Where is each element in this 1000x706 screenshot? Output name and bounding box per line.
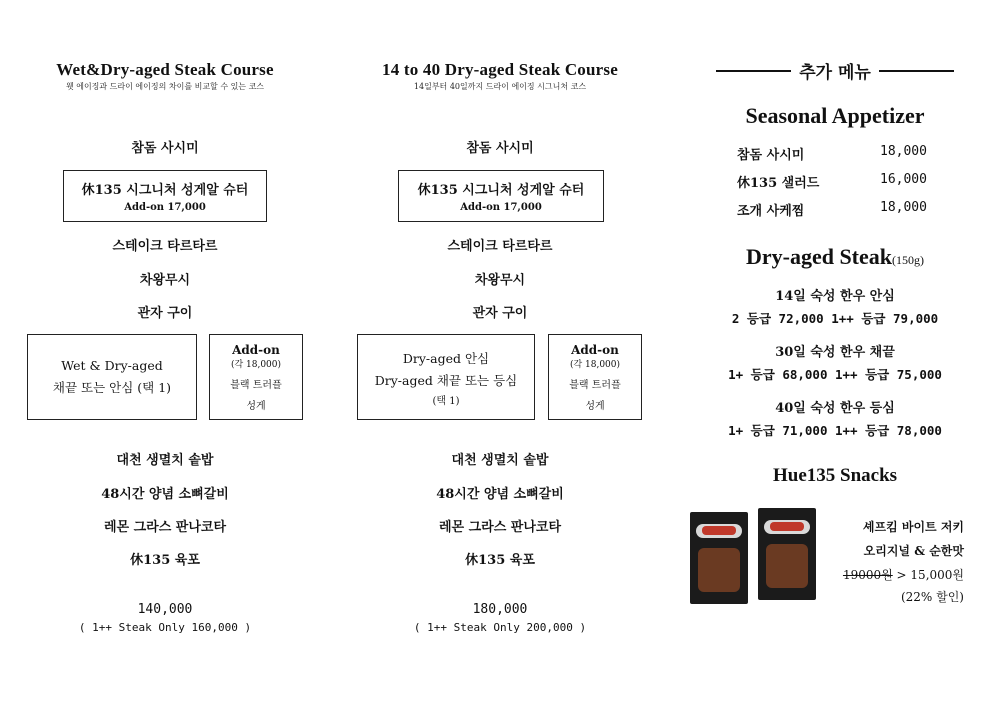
snack-price [843, 566, 964, 583]
course-item: 참돔 사시미 [131, 141, 199, 156]
course-wet-dry [25, 0, 305, 634]
seasonal-item-price: 16,000 [880, 172, 927, 187]
seasonal-item-price: 18,000 [880, 200, 927, 215]
shooter-box [398, 170, 604, 222]
addon-option: 블랙 트러플 [230, 379, 282, 391]
steak-grades: 1+ 등급 71,000 1++ 등급 78,000 [728, 423, 942, 438]
extra-menu [700, 0, 970, 706]
course-item: 관자 구이 [137, 306, 193, 321]
steak-choice-line: 채끝 또는 안심 (택 1) [52, 380, 172, 395]
course-item: 스테이크 타르타르 [447, 239, 553, 254]
steak-choice-box [357, 334, 535, 420]
shooter-name: 休135 시그니처 성게알 슈터 [81, 183, 249, 198]
course-item: 대천 생멸치 솥밥 [116, 453, 214, 468]
extra-menu-header [700, 58, 970, 83]
steak-grades: 1+ 등급 68,000 1++ 등급 75,000 [728, 367, 942, 382]
steak-choice-line: Dry-aged 안심 [402, 350, 490, 366]
course-price: 180,000 [472, 602, 528, 617]
shooter-box [63, 170, 267, 222]
package-logo [702, 526, 736, 535]
package-window [698, 548, 740, 592]
snack-discount: (22% 할인) [900, 590, 964, 604]
course-price: 140,000 [137, 602, 193, 617]
jerky-package-image [758, 508, 816, 600]
steak-name: 30일 숙성 한우 채끝 [775, 345, 895, 360]
addon-price: (각 18,000) [569, 359, 621, 370]
addon-option: 블랙 트러플 [569, 379, 621, 391]
header-rule [879, 70, 954, 72]
course-item: 休135 육포 [465, 553, 535, 568]
steak-name: 14일 숙성 한우 안심 [775, 289, 895, 304]
course-item: 차왕무시 [139, 273, 191, 288]
steak-choice-box [27, 334, 197, 420]
dry-aged-title [700, 244, 970, 270]
steak-name: 40일 숙성 한우 등심 [775, 401, 895, 416]
steak-grades: 2 등급 72,000 1++ 등급 79,000 [731, 311, 939, 326]
seasonal-title: Seasonal Appetizer [745, 103, 925, 128]
addon-box [209, 334, 303, 420]
extra-menu-title: 추가 메뉴 [799, 63, 871, 83]
addon-title: Add-on [232, 342, 280, 357]
shooter-addon: Add-on 17,000 [124, 202, 206, 213]
shooter-addon: Add-on 17,000 [460, 202, 542, 213]
course-price-note: ( 1++ Steak Only 200,000 ) [413, 621, 587, 634]
course-item: 대천 생멸치 솥밥 [451, 453, 549, 468]
jerky-package-image [690, 512, 748, 604]
course-item: 休135 육포 [130, 553, 200, 568]
seasonal-item-name: 참돔 사시미 [737, 148, 805, 163]
snacks-title: Hue135 Snacks [772, 465, 898, 486]
snack-old-price: 19000원 [842, 568, 893, 582]
dry-aged-weight: (150g) [892, 253, 925, 267]
addon-price: (각 18,000) [230, 359, 282, 370]
header-rule [716, 70, 791, 72]
course-item: 관자 구이 [472, 306, 528, 321]
addon-option: 성게 [246, 400, 266, 412]
package-logo [770, 522, 804, 531]
seasonal-item-price: 18,000 [880, 144, 927, 159]
course-price-note: ( 1++ Steak Only 160,000 ) [78, 621, 252, 634]
steak-choice-line: Dry-aged 채끝 또는 등심 [374, 372, 518, 388]
snack-name: 셰프킴 바이트 저키 [862, 520, 964, 534]
snack-new-price: > 15,000원 [892, 568, 964, 582]
course-item: 차왕무시 [474, 273, 526, 288]
steak-choice-line: (택 1) [432, 395, 460, 407]
course-subtitle: 웻 에이징과 드라이 에이징의 차이를 비교할 수 있는 코스 [65, 82, 265, 91]
shooter-name: 休135 시그니처 성게알 슈터 [417, 183, 585, 198]
addon-option: 성게 [585, 400, 605, 412]
steak-choice-line: Wet & Dry-aged [61, 358, 163, 373]
course-title: Wet&Dry-aged Steak Course [56, 60, 274, 79]
package-window [766, 544, 808, 588]
course-item: 48시간 양념 소뼈갈비 [101, 487, 229, 502]
course-item: 참돔 사시미 [466, 141, 534, 156]
course-item: 레몬 그라스 판나코타 [103, 520, 227, 535]
course-item: 레몬 그라스 판나코타 [438, 520, 562, 535]
course-title: 14 to 40 Dry-aged Steak Course [382, 60, 618, 79]
seasonal-item-name: 조개 사케찜 [737, 204, 805, 219]
addon-title: Add-on [571, 342, 619, 357]
addon-box [548, 334, 642, 420]
course-subtitle: 14일부터 40일까지 드라이 에이징 시그니처 코스 [413, 82, 587, 91]
dry-aged-title-text: Dry-aged Steak [745, 244, 893, 269]
seasonal-item-name: 休135 샐러드 [737, 176, 820, 191]
course-14-40 [355, 0, 645, 634]
course-item: 48시간 양념 소뼈갈비 [436, 487, 564, 502]
snack-flavors: 오리지널 & 순한맛 [863, 544, 964, 558]
course-item: 스테이크 타르타르 [112, 239, 218, 254]
